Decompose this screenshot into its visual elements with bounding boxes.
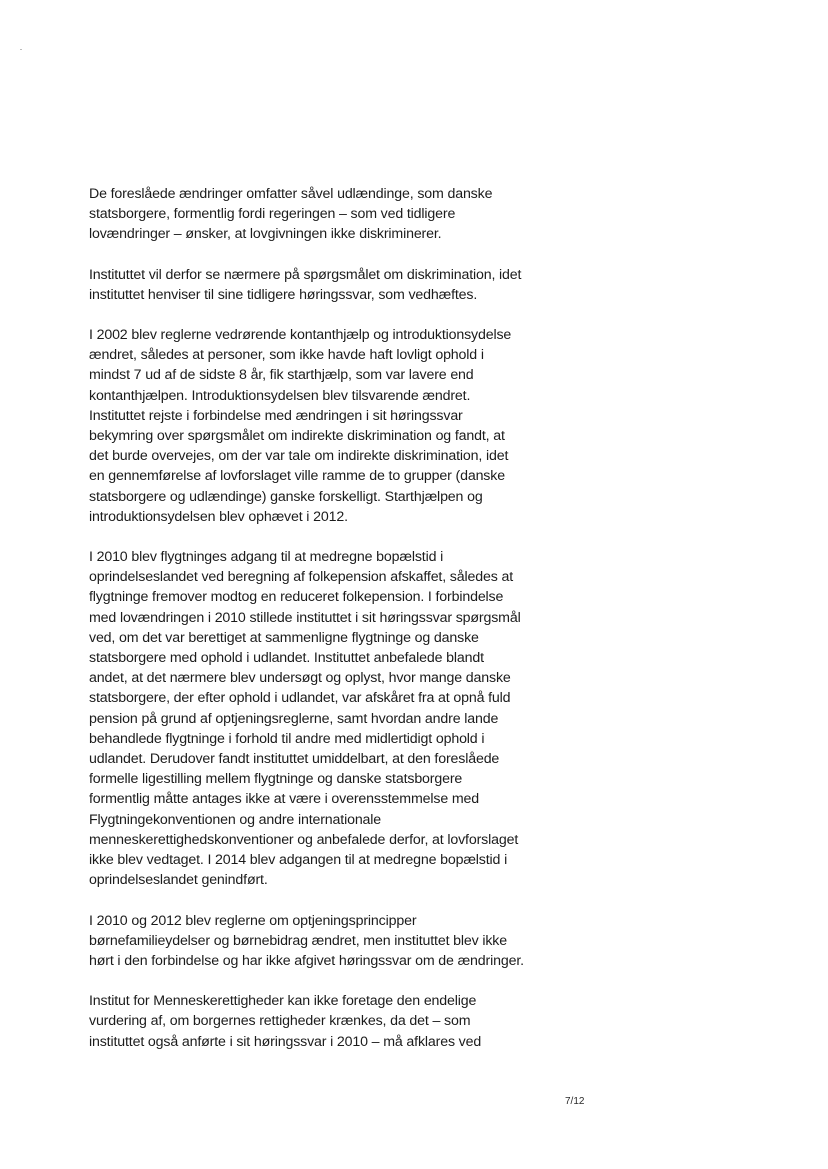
text-line: statsborgere med ophold i udlandet. Instituttet anbefalede blandt bbox=[89, 650, 484, 667]
text-line: Flygtningekonventionen og andre internationale bbox=[89, 811, 382, 828]
text-line: instituttet også anførte i sit høringssvar i 2010 – må afklares ved bbox=[89, 1033, 482, 1050]
text-line: I 2010 blev flygtninges adgang til at medregne bopælstid i bbox=[89, 549, 444, 566]
text-line: flygtninge fremover modtog en reduceret folkepension. I forbindelse bbox=[89, 589, 504, 606]
text-line: Instituttet rejste i forbindelse med ændringen i sit høringssvar bbox=[89, 407, 463, 424]
text-line: med lovændringen i 2010 stillede instituttet i sit høringssvar spørgsmål bbox=[89, 609, 521, 626]
paragraph-3 bbox=[89, 325, 589, 527]
text-line: oprindelseslandet genindført. bbox=[89, 872, 268, 889]
text-line: introduktionsydelsen blev ophævet i 2012. bbox=[89, 508, 348, 525]
text-line: hørt i den forbindelse og har ikke afgivet høringssvar om de ændringer. bbox=[89, 952, 524, 969]
text-line: behandlede flygtninge i forhold til andre med midlertidigt ophold i bbox=[89, 730, 485, 747]
text-line: pension på grund af optjeningsreglerne, samt hvordan andre lande bbox=[89, 710, 499, 727]
text-line: lovændringer – ønsker, at lovgivningen ikke diskriminerer. bbox=[89, 226, 442, 243]
text-line: kontanthjælpen. Introduktionsydelsen blev tilsvarende ændret. bbox=[89, 387, 471, 404]
text-line: ændret, således at personer, som ikke havde haft lovligt ophold i bbox=[89, 347, 484, 364]
text-line: instituttet henviser til sine tidligere høringssvar, som vedhæftes. bbox=[89, 286, 478, 303]
paragraph-1 bbox=[89, 184, 589, 245]
body-text bbox=[89, 184, 589, 1072]
paragraph-5 bbox=[89, 911, 589, 972]
text-line: vurdering af, om borgernes rettigheder krænkes, da det – som bbox=[89, 1013, 471, 1030]
text-line: I 2002 blev reglerne vedrørende kontanthjælp og introduktionsydelse bbox=[89, 327, 512, 344]
text-line: mindst 7 ud af de sidste 8 år, fik starthjælp, som var lavere end bbox=[89, 367, 474, 384]
text-line: Instituttet vil derfor se nærmere på spørgsmålet om diskrimination, idet bbox=[89, 266, 522, 283]
paragraph-2 bbox=[89, 265, 589, 305]
text-line: en gennemførelse af lovforslaget ville ramme de to grupper (danske bbox=[89, 468, 505, 485]
text-line: oprindelseslandet ved beregning af folkepension afskaffet, således at bbox=[89, 569, 513, 586]
paragraph-4 bbox=[89, 547, 589, 890]
text-line: ved, om det var berettiget at sammenligne flygtninge og danske bbox=[89, 629, 479, 646]
text-line: statsborgere, formentlig fordi regeringen – som ved tidligere bbox=[89, 206, 456, 223]
text-line: andet, at det nærmere blev undersøgt og oplyst, hvor mange danske bbox=[89, 670, 511, 687]
text-line: udlandet. Derudover fandt instituttet umiddelbart, at den foreslåede bbox=[89, 751, 500, 768]
text-line: bekymring over spørgsmålet om indirekte diskrimination og fandt, at bbox=[89, 428, 505, 445]
text-line: menneskerettighedskonventioner og anbefalede derfor, at lovforslaget bbox=[89, 831, 519, 848]
text-line: børnefamilieydelser og børnebidrag ændret, men instituttet blev ikke bbox=[89, 932, 507, 949]
text-line: formentlig måtte antages ikke at være i overensstemmelse med bbox=[89, 791, 479, 808]
scan-speck bbox=[20, 49, 22, 50]
paragraph-6 bbox=[89, 991, 589, 1052]
text-line: statsborgere, der efter ophold i udlandet, var afskåret fra at opnå fuld bbox=[89, 690, 511, 707]
text-line: ikke blev vedtaget. I 2014 blev adgangen til at medregne bopælstid i bbox=[89, 852, 508, 869]
text-line: De foreslåede ændringer omfatter såvel udlændinge, som danske bbox=[89, 186, 493, 202]
text-line: I 2010 og 2012 blev reglerne om optjeningsprincipper bbox=[89, 912, 417, 929]
text-line: det burde overvejes, om der var tale om indirekte diskrimination, idet bbox=[89, 448, 509, 465]
text-line: formelle ligestilling mellem flygtninge og danske statsborgere bbox=[89, 771, 463, 788]
text-line: Institut for Menneskerettigheder kan ikke foretage den endelige bbox=[89, 993, 477, 1010]
page-number: 7/12 bbox=[565, 1096, 585, 1107]
text-line: statsborgere og udlændinge) ganske forskelligt. Starthjælpen og bbox=[89, 488, 483, 505]
